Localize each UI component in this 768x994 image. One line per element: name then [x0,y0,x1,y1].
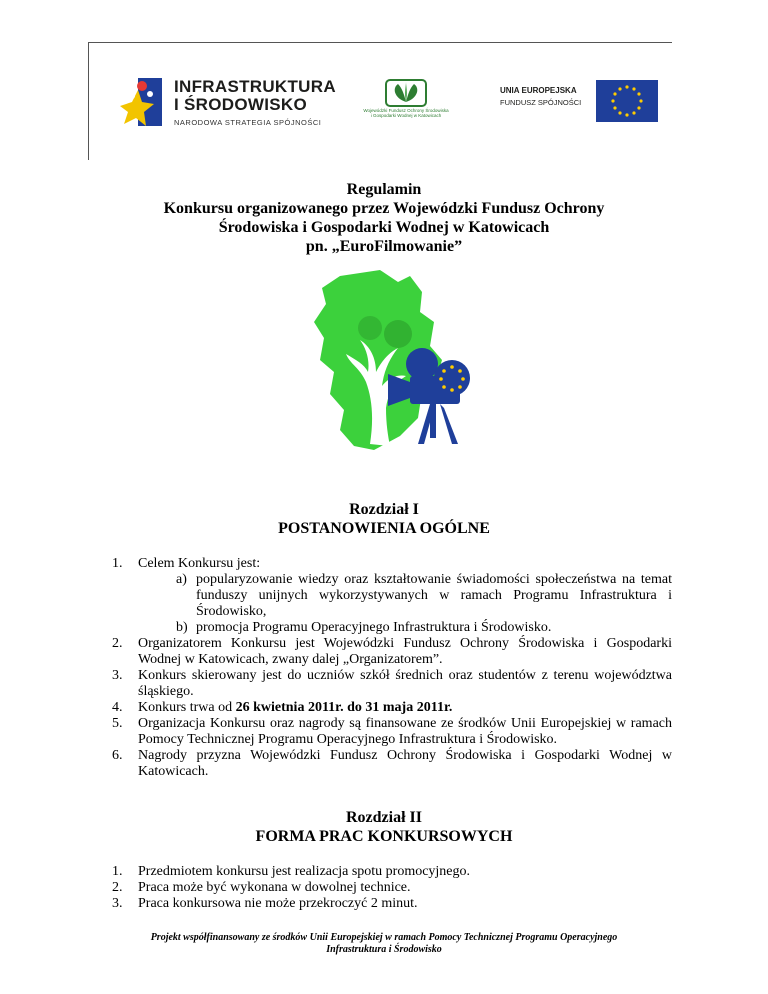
list-item [112,748,672,780]
item-text: Konkurs skierowany jest do uczniów szkół średnich oraz studentów z terenu województwa śląskiego. [138,668,672,699]
eu-fund-logo [500,80,660,124]
list-item [112,700,672,716]
leaf-emblem-icon [384,78,428,108]
footer-line1: Projekt współfinansowany ze środków Unii Europejskiej w ramach Pomocy Technicznej Programu Operacyjnego [150,932,618,943]
item-number: 4. [112,700,123,715]
list-item [112,636,672,668]
item-number: 1. [112,864,123,879]
item-number: 1. [112,556,123,571]
chapter2-title: Rozdział II [346,809,422,826]
item-text: Nagrody przyzna Wojewódzki Fundusz Ochrony Środowiska i Gospodarki Wodnej w Katowicach. [138,748,672,779]
item-number: 3. [112,668,123,683]
title-line3: Środowiska i Gospodarki Wodnej w Katowicach [218,219,550,236]
header-left-rule [88,42,89,160]
item-text: Praca może być wykonana w dowolnej technice. [138,880,411,895]
page-footer [98,932,670,956]
item-text: Organizacja Konkursu oraz nagrody są finansowane ze środków Unii Europejskiej w ramach Pomocy Technicznej Programu Operacyjnego Infrastruktura i Środowisko. [138,716,672,747]
chapter1-list [112,556,672,780]
item-number: 3. [112,896,123,911]
contest-dates: 26 kwietnia 2011r. do 31 maja 2011r. [235,700,453,715]
list-item [112,716,672,748]
list-item [112,556,672,636]
item-number: 2. [112,636,123,651]
logo-line2: I ŚRODOWISKO [174,95,307,114]
polish-eu-flag-icon [118,72,166,132]
chapter1-heading [0,500,768,538]
document-title [0,180,768,256]
logo-line1: INFRASTRUKTURA [174,77,336,96]
sub-item-letter: b) [176,620,188,635]
sub-item [176,572,672,620]
sub-item-text: popularyzowanie wiedzy oraz kształtowanie świadomości społeczeństwa na temat funduszy unijnych wykorzystywanych w ramach Programu Infrastruktura i Środowisko, [196,572,672,619]
item-text: Celem Konkursu jest: [138,556,261,571]
list-item [112,896,672,912]
chapter1-title: Rozdział I [349,501,419,518]
sub-item-letter: a) [176,572,187,587]
infrastruktura-logo [118,72,336,132]
chapter2-heading [0,808,768,846]
header-rule [88,42,672,43]
item-text: Organizatorem Konkursu jest Wojewódzki Fundusz Ochrony Środowiska i Gospodarki Wodnej w Katowicach, zwany dalej „Organizatorem”. [138,636,672,667]
title-line2: Konkursu organizowanego przez Wojewódzki Fundusz Ochrony [163,200,605,217]
sub-item [176,620,672,636]
eu-flag-icon [596,80,658,122]
logo-line3: NARODOWA STRATEGIA SPÓJNOŚCI [174,118,322,127]
sub-item-text: promocja Programu Operacyjnego Infrastruktura i Środowisko. [196,620,552,635]
item-text: Przedmiotem konkursu jest realizacja spotu promocyjnego. [138,864,471,879]
title-line1: Regulamin [346,181,422,198]
item-text: Konkurs trwa od [138,700,236,715]
item-text: Praca konkursowa nie może przekroczyć 2 minut. [138,896,418,911]
eurofilmowanie-emblem-icon [310,268,480,456]
wfosigw-caption1: Wojewódzki Fundusz Ochrony Środowiska [363,108,449,113]
list-item [112,668,672,700]
title-line4: pn. „EuroFilmowanie” [305,238,463,255]
eu-line1: UNIA EUROPEJSKA [500,86,577,95]
list-item [112,864,672,880]
wfosigw-caption2: i Gospodarki Wodnej w Katowicach [370,113,442,118]
chapter2-list [112,864,672,912]
eu-line2: FUNDUSZ SPÓJNOŚCI [500,98,582,107]
list-item [112,880,672,896]
chapter1-subtitle: POSTANOWIENIA OGÓLNE [278,520,490,537]
item-number: 6. [112,748,123,763]
chapter2-subtitle: FORMA PRAC KONKURSOWYCH [255,828,513,845]
item-number: 5. [112,716,123,731]
footer-line2: Infrastruktura i Środowisko [326,944,442,955]
wfosigw-logo [362,78,450,128]
sub-list [138,572,672,636]
item-number: 2. [112,880,123,895]
